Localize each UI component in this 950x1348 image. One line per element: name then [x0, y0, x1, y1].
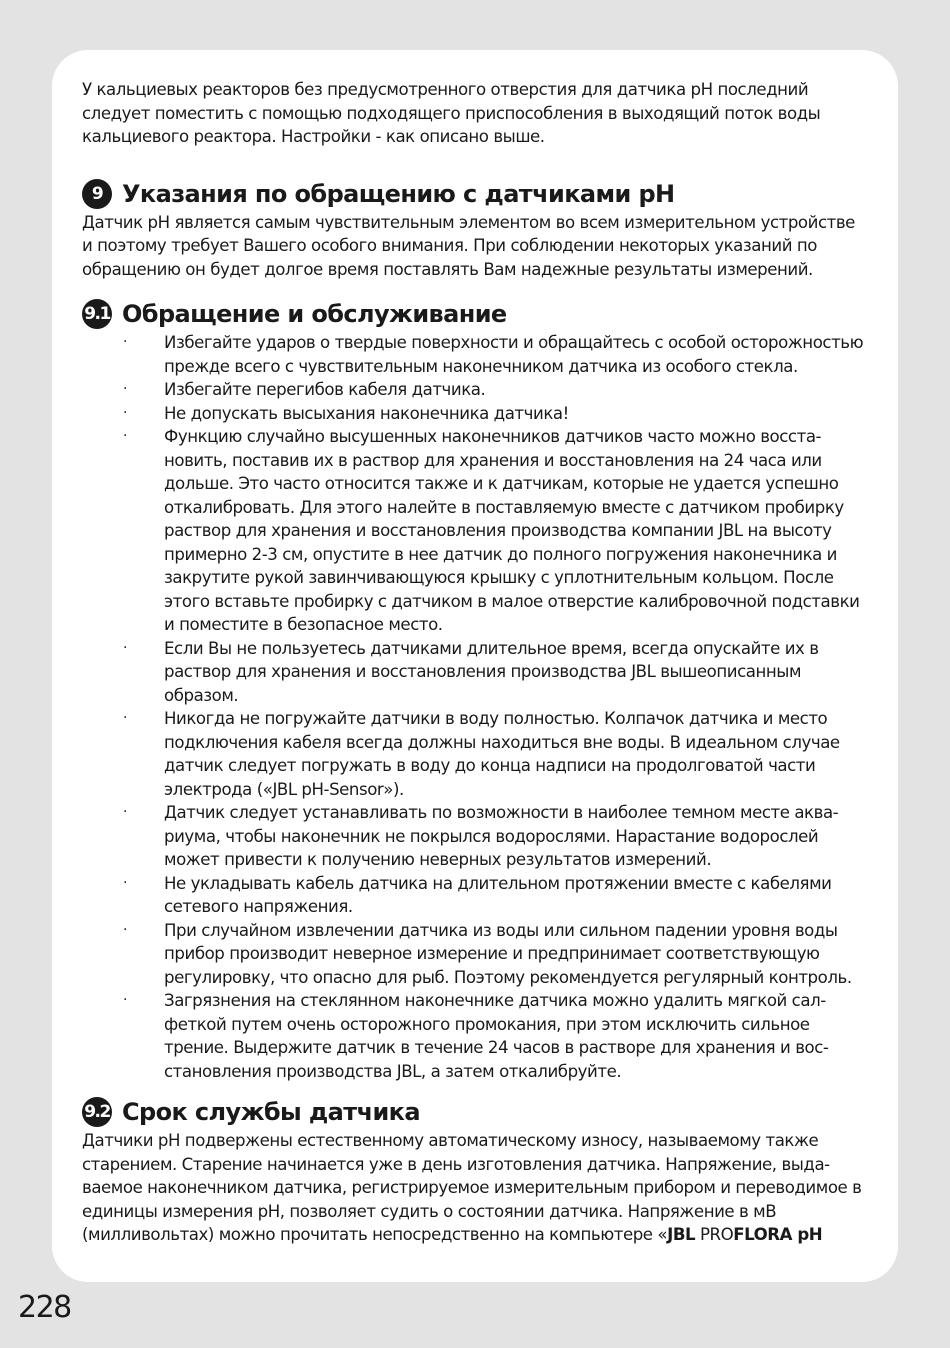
page-number: 228 [18, 1290, 71, 1325]
list-item [82, 707, 868, 801]
list-item-text: Никогда не погружайте датчики в воду полностью. Колпачок датчика и место подключения кабеля всегда должны находиться вне воды. В идеальном случае датчик следует погружать в воду до конца надписи на продолговатой части электрода («JBL pH-Sensor»). [164, 709, 840, 799]
section-9-2-text: Датчики pH подвержены естественному автоматическому износу, называемому также старением. Старение начинается уже в день изготовления датчика. Напряжение, выдаваемое наконечником датчика, регистрируемое измерительным прибором и переводимое в единицы измерения pH, позволяет судить о состоянии датчика. Напряжение в мВ (милливольтах) можно прочитать непосредственно на компьютере « [82, 1131, 862, 1244]
list-item-text: При случайном извлечении датчика из воды или сильном падении уровня воды прибор производит неверное измерение и предпринимает соответствующую регулировку, что опасно для рыб. Поэтому рекомендуется регулярный контроль. [164, 920, 852, 987]
section-9-1-heading [82, 299, 868, 329]
bullet-icon: · [123, 404, 128, 421]
bullet-icon: · [123, 334, 128, 350]
intro-paragraph: У кальциевых реакторов без предусмотренного отверстия для датчика pH последний следует поместить с помощью подходящего приспособления в выходящий поток воды кальциевого реактора. Настройки - как описано выше. [82, 80, 821, 146]
section-9-number-badge: 9 [82, 179, 112, 209]
list-item-text: Избегайте ударов о твердые поверхности и обращайтесь с особой осторожностью прежде всего с чувствительным наконечником датчика из особого стекла. [164, 333, 864, 376]
page-card [52, 50, 898, 1282]
care-instructions-list [82, 331, 868, 1083]
section-9-paragraph: Датчик pH является самым чувствительным элементом во всем измерительном устройстве и поэтому требует Вашего особого внимания. При соблюдении некоторых указаний по обращению он будет долгое время поставлять Вам надежные результаты измерений. [82, 212, 855, 279]
list-item-text: Датчик следует устанавливать по возможности в наиболее темном месте аквариума, чтобы наконечник не покрылся водорослями. Нарастание водорослей может привести к получению неверных результатов измерений. [164, 803, 839, 869]
brand-flora-ph: FLORA pH [733, 1225, 823, 1244]
bullet-icon: · [123, 992, 128, 1008]
list-item-text: Избегайте перегибов кабеля датчика. [164, 380, 486, 399]
list-item-text: Не допускать высыхания наконечника датчика! [164, 403, 569, 423]
bullet-icon: · [123, 874, 128, 891]
section-9-2-number-badge: 9.2 [82, 1097, 112, 1127]
section-9-2-heading [82, 1097, 868, 1127]
list-item-text: Функцию случайно высушенных наконечников датчиков часто можно восстановить, поставив их в раствор для хранения и восстановления на 24 часа или дольше. Это часто относится также и к датчикам, которые не удается успешно откалибровать. Для этого налейте в поставляемую вместе с датчиком пробирку раствор для хранения и восстановления производства компании JBL на высоту примерно 2-3 см, опустите в нее датчик до полного погружения наконечника и закрутите рукой завинчивающуюся крышку с уплотнительным кольцом. После этого вставьте пробирку с датчиком в малое отверстие калибровочной подставки и поместите в безопасное место. [164, 427, 860, 634]
list-item [82, 402, 868, 426]
bullet-icon: · [123, 428, 128, 444]
bullet-icon: · [123, 804, 128, 820]
brand-jbl: JBL [667, 1225, 696, 1244]
list-item [82, 378, 868, 402]
list-item-text: Если Вы не пользуетесь датчиками длительное время, всегда опускайте их в раствор для хранения и восстановления производства JBL вышеописанным образом. [164, 638, 819, 705]
brand-pro: PRO [695, 1225, 734, 1244]
bullet-icon: · [123, 639, 128, 656]
bullet-icon: · [123, 710, 128, 726]
list-item [82, 872, 868, 919]
list-item [82, 919, 868, 990]
list-item [82, 637, 868, 708]
bullet-icon: · [123, 921, 128, 938]
list-item [82, 331, 868, 378]
section-9-2-paragraph [82, 1129, 868, 1247]
list-item-text: Загрязнения на стеклянном наконечнике датчика можно удалить мягкой салфеткой путем очень осторожного промокания, при этом исключить сильное трение. Выдержите датчик в течение 24 часов в растворе для хранения и восстановления производства JBL, а затем откалибруйте. [164, 991, 829, 1081]
section-9-heading [82, 179, 868, 209]
bullet-icon: · [123, 381, 128, 397]
list-item [82, 425, 868, 637]
section-9-1-number-badge: 9.1 [82, 299, 112, 329]
list-item [82, 801, 868, 872]
section-9-2-title: Срок службы датчика [122, 1098, 420, 1126]
section-9-1-title: Обращение и обслуживание [122, 300, 507, 328]
list-item [82, 989, 868, 1083]
section-9-title: Указания по обращению с датчиками pH [122, 179, 675, 208]
list-item-text: Не укладывать кабель датчика на длительном протяжении вместе с кабелями сетевого напряжения. [164, 873, 832, 916]
